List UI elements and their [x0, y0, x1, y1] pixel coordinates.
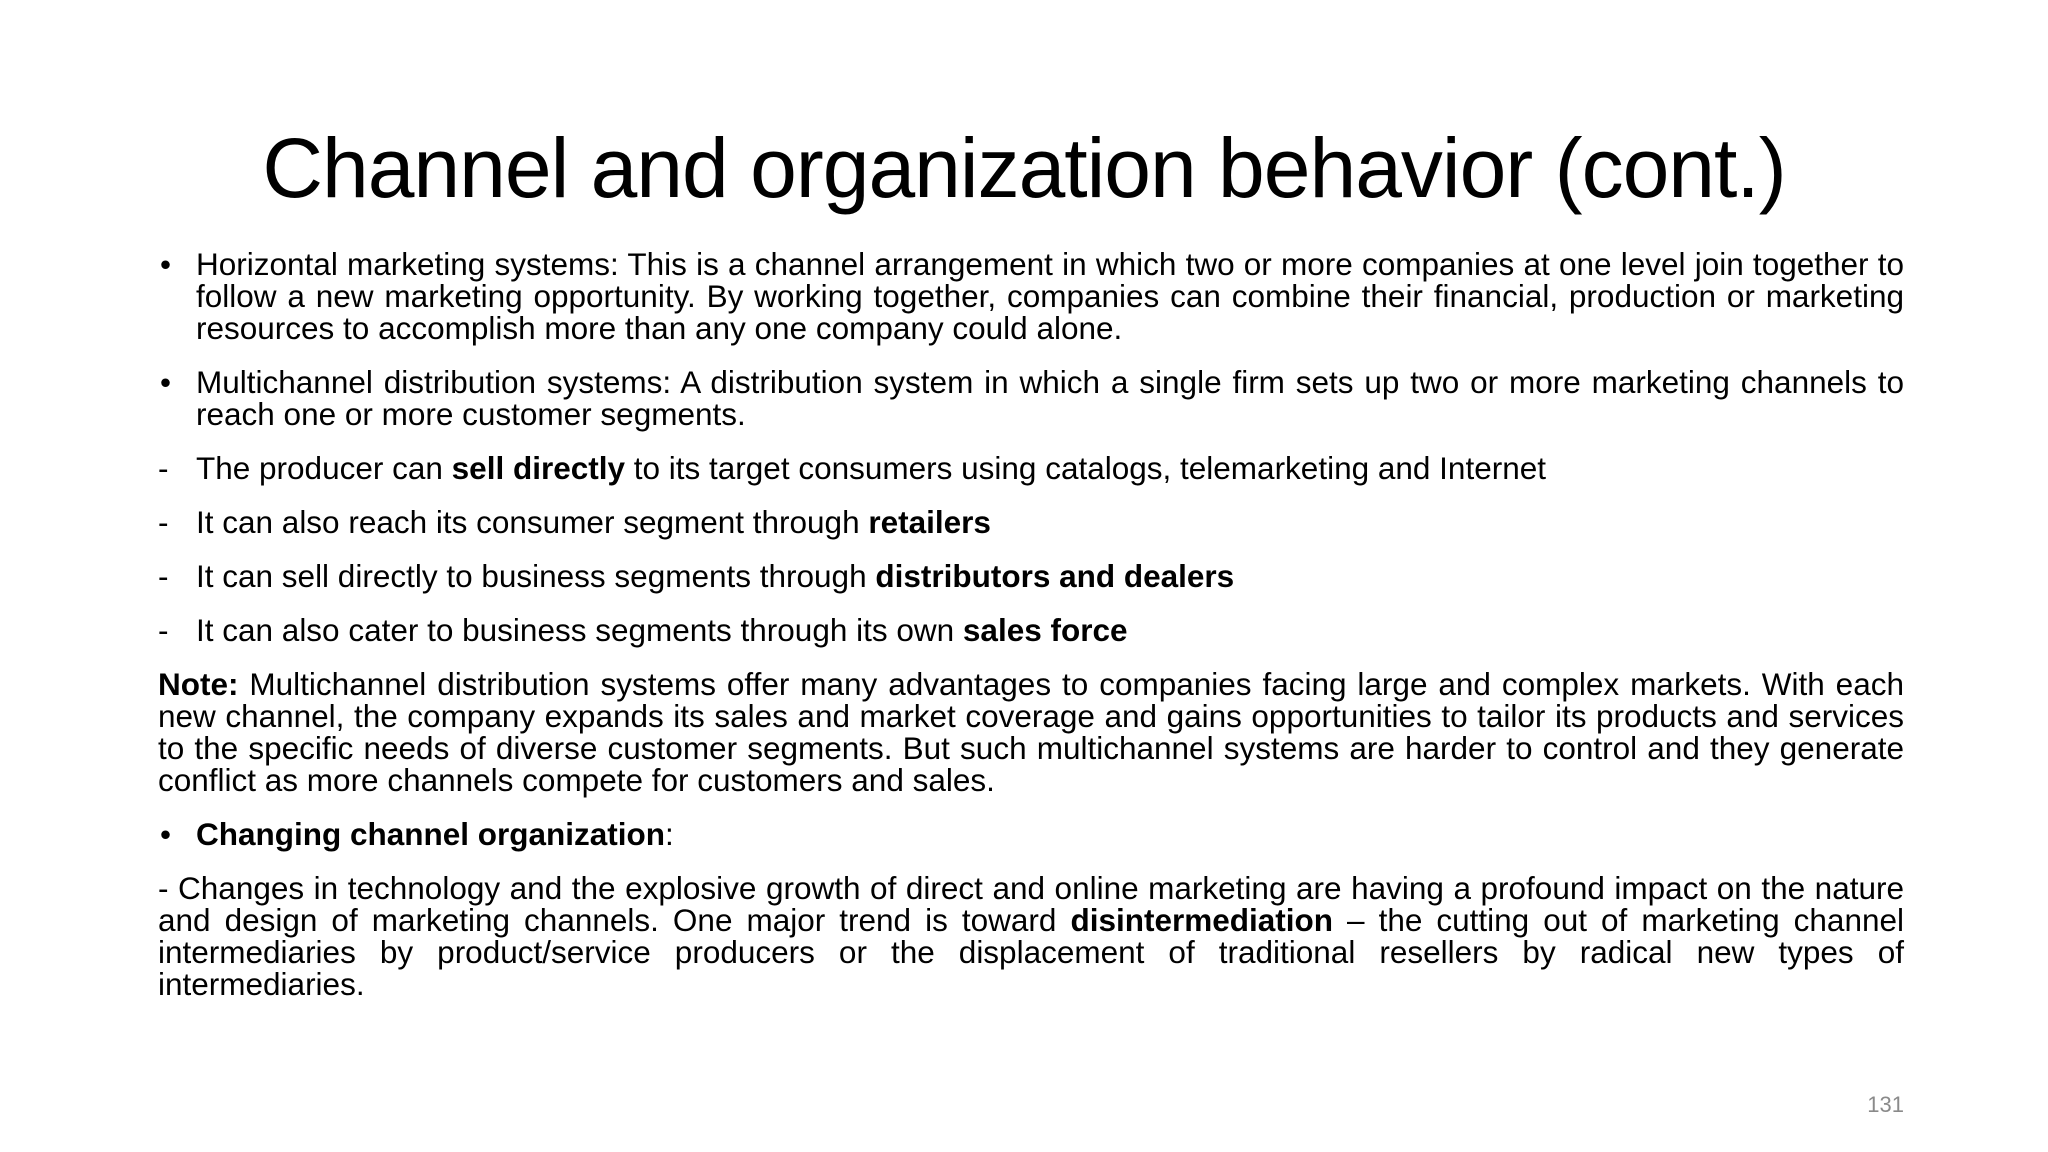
slide-body [158, 248, 1904, 1022]
sub-item-emphasis: sell directly [451, 450, 625, 486]
bullet-multichannel-text: Multichannel distribution systems: A distribution system in which a single firm sets up two or more marketing channels to reach one or more customer segments. [196, 364, 1904, 432]
bullet-marker: • [160, 364, 172, 400]
sub-item-text-pre: It can also reach its consumer segment through [196, 504, 869, 540]
changes-text-pre: - Changes in technology and the explosive growth of direct and online marketing are having a profound impact on the nature and design of marketing channels. One major trend is toward [158, 870, 1904, 938]
disintermediation-term: disintermediation [1070, 902, 1333, 938]
bullet-horizontal-marketing [158, 248, 1904, 344]
note-text: Multichannel distribution systems offer many advantages to companies facing large and complex markets. With each new channel, the company expands its sales and market coverage and gains opportunities to tailor its products and services to the specific needs of diverse customer segments. But such multichannel systems are harder to control and they generate conflict as more channels compete for customers and sales. [158, 666, 1904, 798]
sub-item-sales-force [158, 614, 1904, 646]
dash-marker: - [158, 612, 169, 648]
sub-item-retailers [158, 506, 1904, 538]
sub-item-text-pre: It can sell directly to business segments through [196, 558, 876, 594]
slide-title: Channel and organization behavior (cont.) [262, 121, 1786, 215]
sub-item-text-pre: It can also cater to business segments through its own [196, 612, 963, 648]
sub-item-emphasis: retailers [868, 504, 991, 540]
changes-text-post: – the cutting out of marketing channel intermediaries by product/service producers or the displacement of traditional resellers by radical new types of intermediaries. [158, 902, 1904, 1002]
sub-item-text-pre: The producer can [196, 450, 452, 486]
bullet-horizontal-text: Horizontal marketing systems: This is a channel arrangement in which two or more companies at one level join together to follow a new marketing opportunity. By working together, companies can combine their financial, production or marketing resources to accomplish more than any one company could alone. [196, 246, 1904, 346]
changes-paragraph [158, 872, 1904, 1000]
slide-number: 131 [1867, 1092, 1904, 1117]
bullet-marker: • [160, 246, 172, 282]
changing-channel-heading: Changing channel organization [196, 816, 666, 852]
sub-item-emphasis: sales force [962, 612, 1128, 648]
bullet-changing-channel [158, 818, 1904, 850]
bullet-marker: • [160, 816, 172, 852]
note-paragraph [158, 668, 1904, 796]
sub-item-distributors [158, 560, 1904, 592]
dash-marker: - [158, 558, 169, 594]
sub-item-emphasis: distributors and dealers [875, 558, 1235, 594]
sub-item-text-post: to its target consumers using catalogs, telemarketing and Internet [625, 450, 1546, 486]
dash-marker: - [158, 504, 169, 540]
changing-channel-colon: : [665, 816, 674, 852]
bullet-multichannel [158, 366, 1904, 430]
sub-item-sell-directly [158, 452, 1904, 484]
dash-marker: - [158, 450, 169, 486]
note-label: Note: [158, 666, 239, 702]
